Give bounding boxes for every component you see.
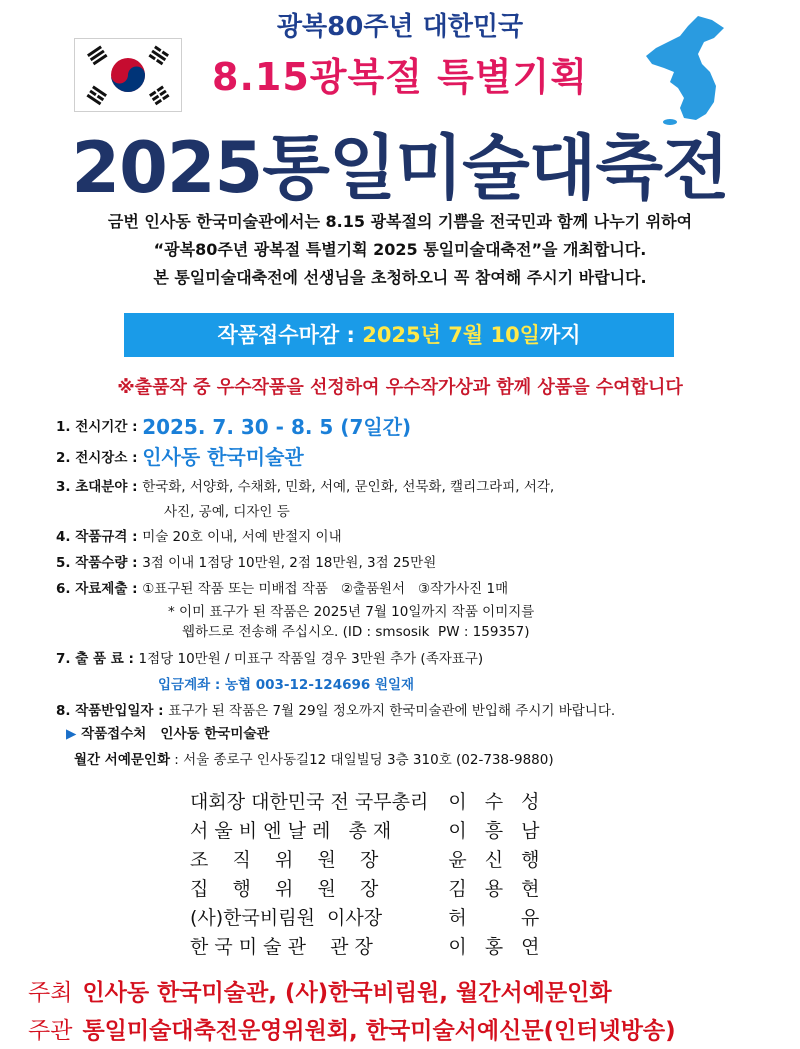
bank-account: 입금계좌 : 농협 003-12-124696 원일재 — [158, 677, 415, 693]
intro-line: 본 통일미술대축전에 선생님을 초청하오니 꼭 참여해 주시기 바랍니다. — [153, 268, 647, 287]
host-key: 주최 — [28, 980, 73, 1006]
header-subtitle: 광복80주년 대한민국 — [276, 12, 524, 42]
signatory-name: 이 흥 남 — [448, 820, 546, 842]
signatory-role: 한 국 미 술 관 관 장 — [190, 936, 373, 958]
signatory-role: 집 행 위 원 장 — [190, 878, 379, 900]
list-item — [56, 412, 776, 442]
item-value: 3점 이내 1점당 10만원, 2점 18만원, 3점 25만원 — [142, 555, 437, 571]
list-item — [56, 524, 776, 550]
item-value: 2025. 7. 30 - 8. 5 (7일간) — [142, 415, 412, 439]
item-label: 5. 작품수량 : — [56, 555, 143, 571]
info-list — [56, 412, 776, 724]
item-label: 4. 작품규격 : — [56, 529, 143, 545]
item-note: 웹하드로 전송해 주십시오. (ID : smsosik PW : 159357) — [182, 624, 530, 640]
signatory-row — [190, 875, 546, 904]
item-value: 미술 20호 이내, 서예 반절지 이내 — [142, 529, 342, 545]
organizer-line — [28, 1012, 676, 1045]
intro-line: “광복80주년 광복절 특별기획 2025 통일미술대축전”을 개최합니다. — [153, 240, 647, 259]
item-value: 인사동 한국미술관 — [142, 445, 304, 469]
receipt-org: 월간 서예문인화 — [74, 752, 170, 768]
item-value: ①표구된 작품 또는 미배접 작품 ②출품원서 ③작가사진 1매 — [142, 581, 509, 597]
organizer-value: 통일미술대축전운영위원회, 한국미술서예신문(인터넷방송) — [82, 1018, 676, 1044]
item-value: 1점당 10만원 / 미표구 작품일 경우 3만원 추가 (족자표구) — [138, 651, 484, 667]
signatory-name: 이 수 성 — [448, 791, 546, 813]
signatory-name: 이 홍 연 — [448, 936, 546, 958]
signatory-row — [190, 817, 546, 846]
signatory-row — [190, 846, 546, 875]
deadline-suffix: 까지 — [539, 323, 581, 347]
list-item — [56, 576, 776, 602]
deadline-label: 작품접수마감 : — [217, 323, 363, 347]
signatory-row — [190, 904, 546, 933]
intro-line: 금번 인사동 한국미술관에서는 8.15 광복절의 기쁨을 전국민과 함께 나누기 위하여 — [107, 212, 693, 231]
item-label: 2. 전시장소 : — [56, 450, 143, 466]
receipt-address: : 서울 종로구 인사동길12 대일빌딩 3층 310호 (02-738-9880) — [170, 752, 554, 768]
deadline-date: 2025년 7월 10일 — [362, 323, 540, 347]
list-item — [56, 474, 776, 500]
item-label: 3. 초대분야 : — [56, 479, 143, 495]
receipt-label: 작품접수처 — [81, 726, 147, 742]
signatory-name: 김 용 현 — [448, 878, 546, 900]
item-value: 한국화, 서양화, 수채화, 민화, 서예, 문인화, 선묵화, 캘리그라피, 서각, — [142, 479, 555, 495]
signatory-name: 허 유 — [448, 907, 546, 929]
signatory-role: 조 직 위 원 장 — [190, 849, 379, 871]
organizer-key: 주관 — [28, 1018, 73, 1044]
item-value: 표구가 된 작품은 7월 29일 정오까지 한국미술관에 반입해 주시기 바랍니다. — [168, 703, 616, 719]
signatory-role: 서 울 비 엔 날 레 총 재 — [190, 820, 392, 842]
signatory-role: 대회장 대한민국 전 국무총리 — [190, 791, 429, 813]
list-item — [56, 698, 776, 724]
signatory-name: 윤 신 행 — [448, 849, 546, 871]
receipt-address-line — [74, 748, 554, 768]
item-label: 8. 작품반입일자 : — [56, 703, 169, 719]
triangle-bullet-icon: ▶ — [66, 726, 77, 742]
item-continuation: 사진, 공예, 디자인 등 — [164, 504, 290, 520]
deadline-banner — [124, 313, 674, 357]
award-notice: ※출품작 중 우수작품을 선정하여 우수작가상과 함께 상품을 수여합니다 — [117, 377, 683, 398]
list-item — [56, 550, 776, 576]
list-item — [56, 442, 776, 474]
receipt-place: 인사동 한국미술관 — [160, 726, 270, 742]
item-label: 1. 전시기간 : — [56, 419, 143, 435]
signatory-row — [190, 933, 546, 962]
signatory-table — [190, 788, 546, 962]
header-special: 8.15광복절 특별기획 — [212, 55, 588, 99]
receipt-line — [66, 722, 269, 742]
host-line — [28, 974, 612, 1007]
signatory-row — [190, 788, 546, 817]
item-label: 6. 자료제출 : — [56, 581, 143, 597]
signatory-role: (사)한국비림원 이사장 — [190, 907, 383, 929]
page-title: 2025통일미술대축전 — [71, 127, 729, 209]
item-note: * 이미 표구가 된 작품은 2025년 7월 10일까지 작품 이미지를 — [168, 604, 535, 620]
intro-text — [0, 208, 800, 292]
item-label: 7. 출 품 료 : — [56, 651, 139, 667]
list-item — [56, 646, 776, 672]
host-value: 인사동 한국미술관, (사)한국비림원, 월간서예문인화 — [82, 980, 612, 1006]
